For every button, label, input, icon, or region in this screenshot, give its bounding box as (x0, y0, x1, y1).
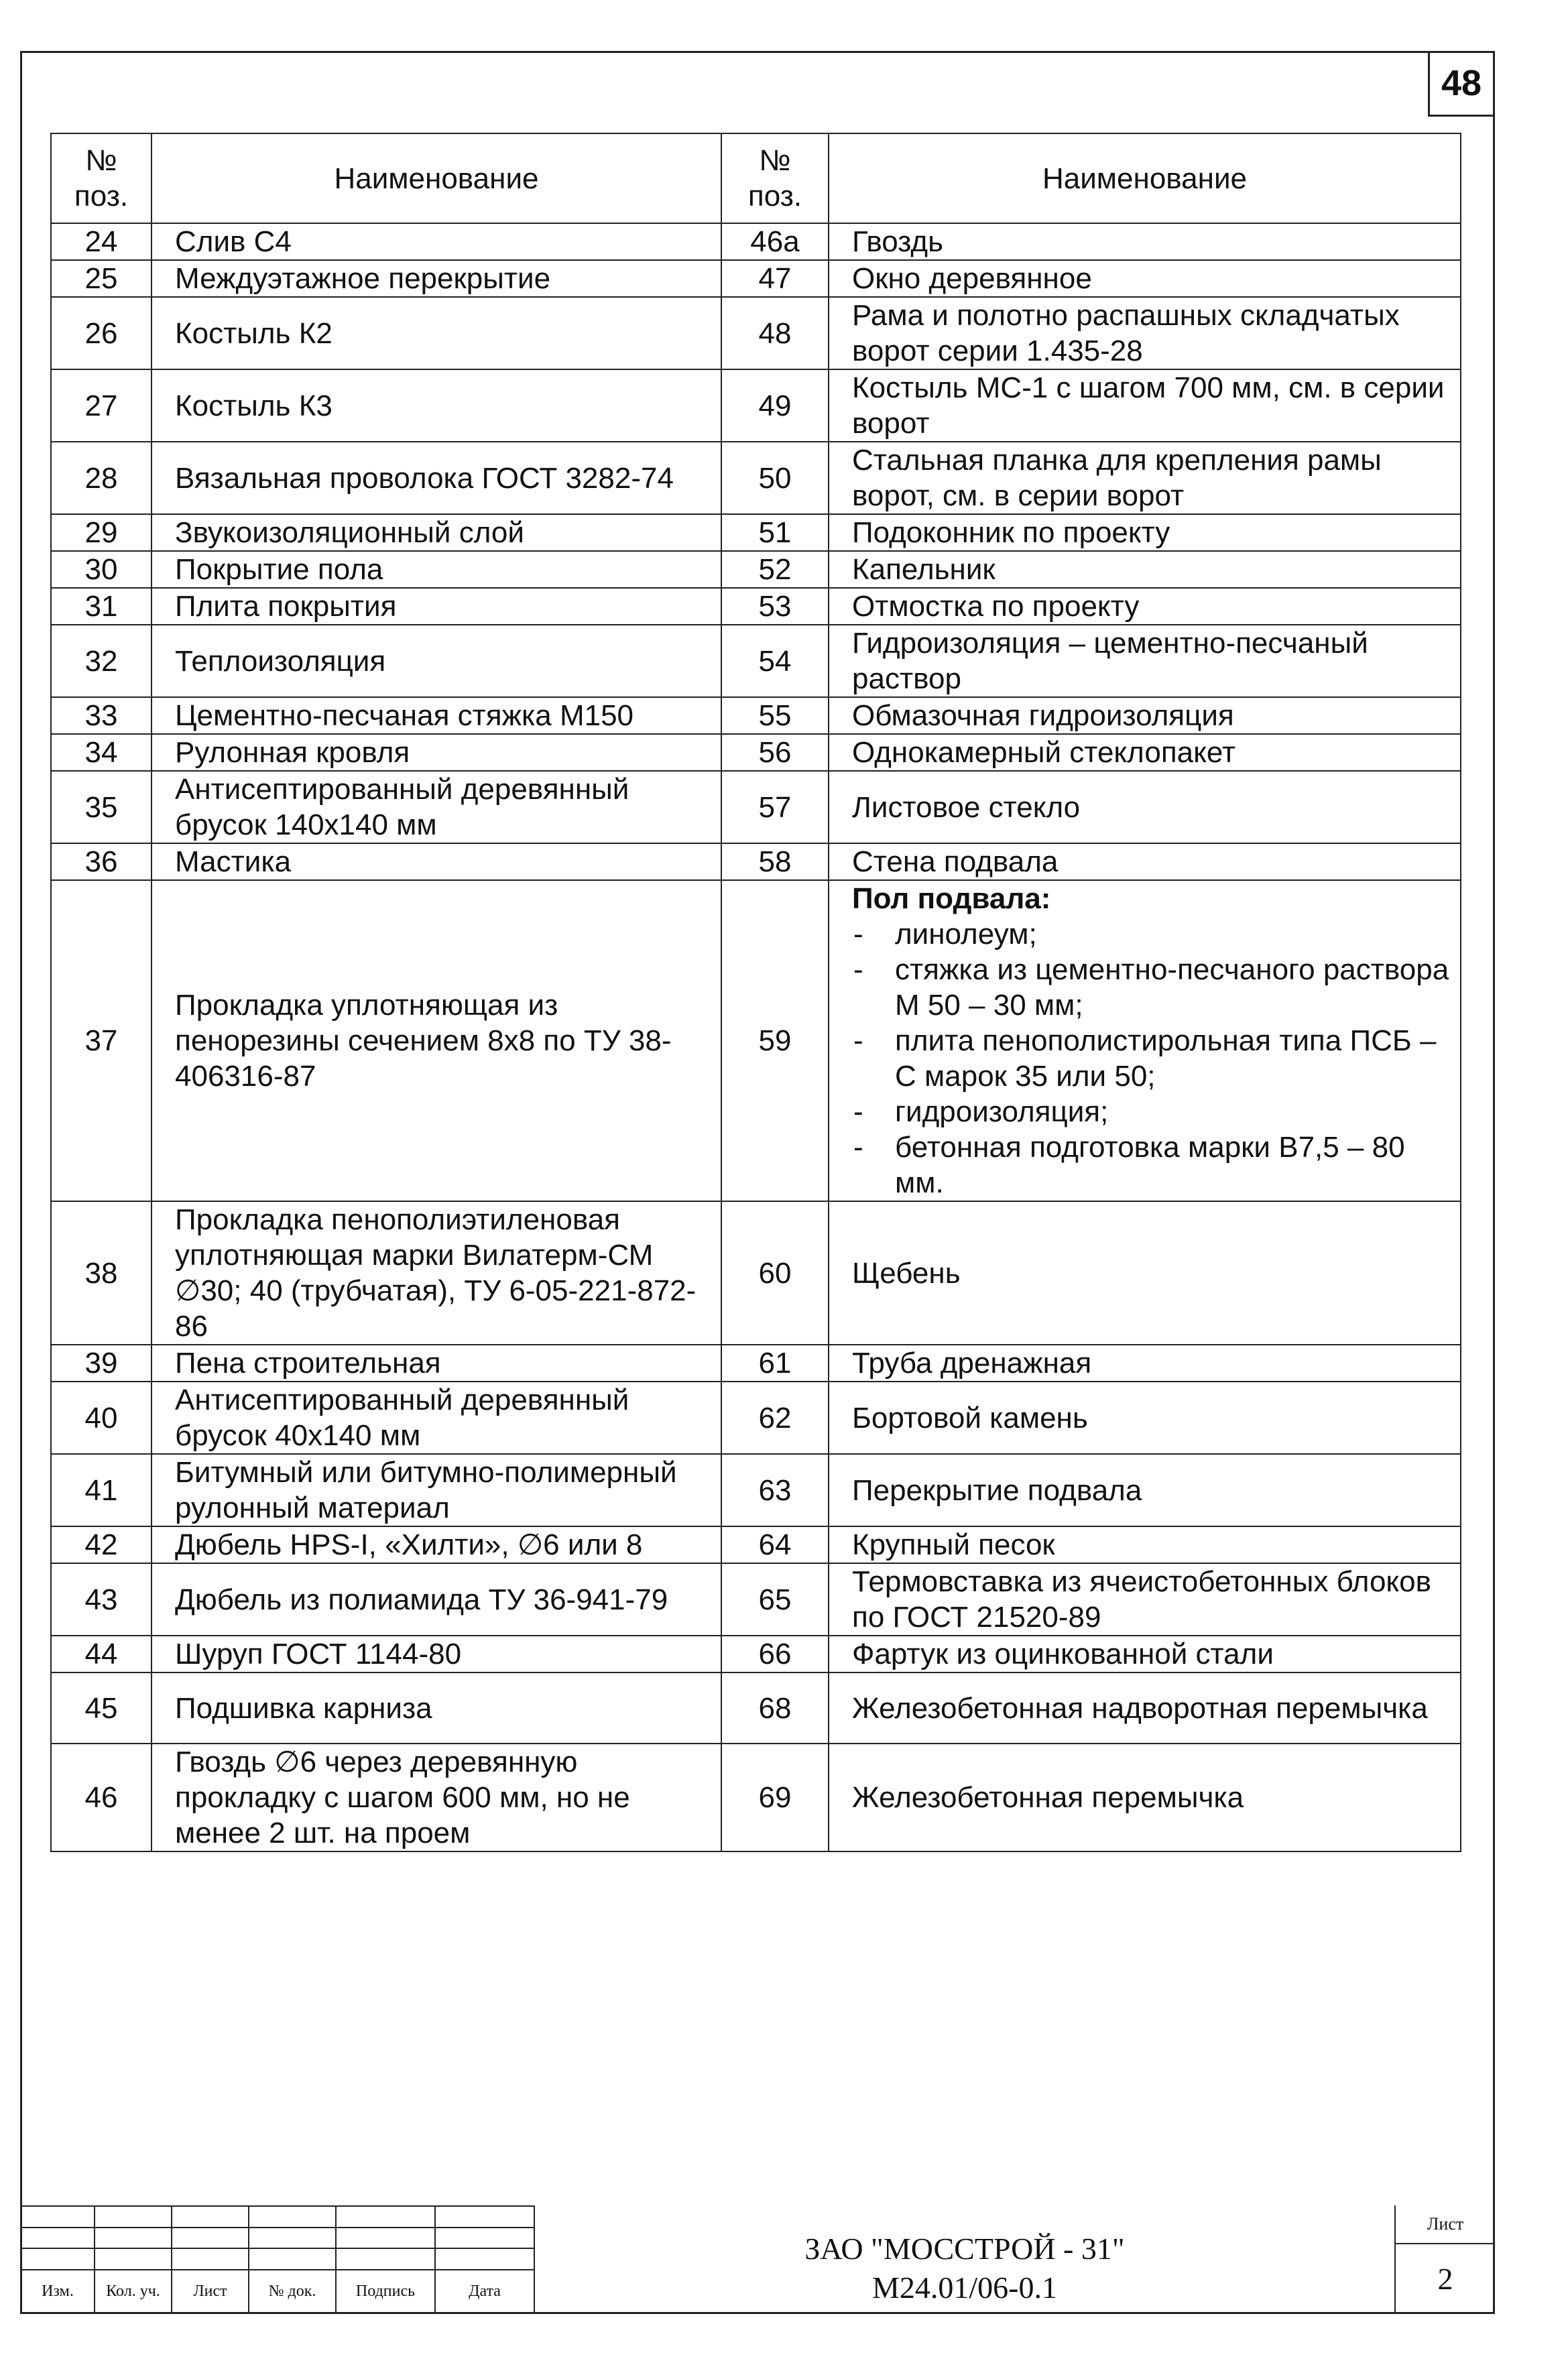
label-signature: Подпись (336, 2270, 435, 2313)
position-number: 46а (721, 223, 829, 260)
table-row (51, 843, 1461, 880)
position-number: 39 (51, 1345, 152, 1382)
item-name: Стена подвала (829, 843, 1461, 880)
label-count: Кол. уч. (95, 2270, 172, 2313)
position-number: 44 (51, 1636, 152, 1672)
organization-name: ЗАО "МОССТРОЙ - 31" (804, 2232, 1125, 2266)
table-row (51, 1526, 1461, 1563)
item-name: Прокладка уплотняющая из пенорезины сечением 8х8 по ТУ 38-406316-87 (152, 880, 721, 1201)
position-number: 54 (721, 625, 829, 697)
header-position-number: № поз. (51, 133, 152, 223)
position-number: 24 (51, 223, 152, 260)
position-number: 49 (721, 369, 829, 442)
table-row (51, 551, 1461, 588)
table-header-row (51, 133, 1461, 223)
position-number: 29 (51, 514, 152, 551)
position-number: 27 (51, 369, 152, 442)
position-number: 43 (51, 1563, 152, 1636)
position-number: 35 (51, 771, 152, 843)
item-name: Фартук из оцинкованной стали (829, 1636, 1461, 1672)
item-name: Подшивка карниза (152, 1672, 721, 1744)
item-name: Плита покрытия (152, 588, 721, 625)
item-name: Дюбель из полиамида ТУ 36-941-79 (152, 1563, 721, 1636)
item-name: Рулонная кровля (152, 734, 721, 771)
item-name: Обмазочная гидроизоляция (829, 697, 1461, 734)
position-number: 46 (51, 1744, 152, 1851)
position-number: 28 (51, 442, 152, 514)
position-number: 57 (721, 771, 829, 843)
position-number: 61 (721, 1345, 829, 1382)
header-name: Наименование (152, 133, 721, 223)
revision-grid (20, 2205, 535, 2314)
item-name: Дюбель HPS-I, «Хилти», ∅6 или 8 (152, 1526, 721, 1563)
item-name: Цементно-песчаная стяжка М150 (152, 697, 721, 734)
table-row (51, 771, 1461, 843)
sheet-label: Лист (1396, 2205, 1495, 2244)
item-name: Стальная планка для крепления рамы ворот, см. в серии ворот (829, 442, 1461, 514)
table-row (51, 1636, 1461, 1672)
item-name: Окно деревянное (829, 260, 1461, 297)
position-number: 33 (51, 697, 152, 734)
basement-floor-layers (852, 916, 1451, 1201)
basement-floor-title: Пол подвала: (852, 882, 1051, 915)
item-name: Листовое стекло (829, 771, 1461, 843)
position-number: 51 (721, 514, 829, 551)
header-name: Наименование (829, 133, 1461, 223)
position-number: 60 (721, 1201, 829, 1345)
table-body-top (51, 223, 1461, 880)
position-number: 52 (721, 551, 829, 588)
position-number: 69 (721, 1744, 829, 1851)
position-number: 32 (51, 625, 152, 697)
table-row (51, 1563, 1461, 1636)
table-body-floor (51, 880, 1461, 1201)
position-number: 66 (721, 1636, 829, 1672)
position-number: 59 (721, 880, 829, 1201)
position-number: 68 (721, 1672, 829, 1744)
table-row (51, 369, 1461, 442)
position-number: 34 (51, 734, 152, 771)
label-sheet: Лист (172, 2270, 249, 2313)
item-name: Подоконник по проекту (829, 514, 1461, 551)
position-number: 50 (721, 442, 829, 514)
table-row (51, 1382, 1461, 1454)
item-name: Железобетонная надворотная перемычка (829, 1672, 1461, 1744)
item-name: Антисептированный деревянный брусок 140х140 мм (152, 771, 721, 843)
position-number: 42 (51, 1526, 152, 1563)
item-name: Костыль МС-1 с шагом 700 мм, см. в серии ворот (829, 369, 1461, 442)
position-number: 36 (51, 843, 152, 880)
position-number: 38 (51, 1201, 152, 1345)
table-row (51, 1454, 1461, 1526)
header-position-number: № поз. (721, 133, 829, 223)
item-name: Битумный или битумно-полимерный рулонный материал (152, 1454, 721, 1526)
table-body-bottom (51, 1201, 1461, 1851)
item-name: Рама и полотно распашных складчатых ворот серии 1.435-28 (829, 297, 1461, 369)
item-name: Однокамерный стеклопакет (829, 734, 1461, 771)
table-row (51, 1744, 1461, 1851)
document-code: М24.01/06-0.1 (872, 2270, 1057, 2305)
position-number: 48 (721, 297, 829, 369)
page-number: 48 (1428, 51, 1495, 117)
specification-table (50, 133, 1461, 1852)
position-number: 25 (51, 260, 152, 297)
item-name: Междуэтажное перекрытие (152, 260, 721, 297)
item-name: Шуруп ГОСТ 1144-80 (152, 1636, 721, 1672)
item-name: Перекрытие подвала (829, 1454, 1461, 1526)
floor-layer-item: - гидроизоляция; (852, 1094, 1451, 1130)
label-doc-number: № док. (249, 2270, 336, 2313)
item-name: Слив С4 (152, 223, 721, 260)
floor-layer-item: - бетонная подготовка марки В7,5 – 80 мм. (852, 1130, 1451, 1201)
organization-block (534, 2205, 1394, 2314)
item-name: Мастика (152, 843, 721, 880)
table-row (51, 734, 1461, 771)
position-number: 45 (51, 1672, 152, 1744)
title-block (20, 2205, 1495, 2314)
table-row (51, 697, 1461, 734)
position-number: 30 (51, 551, 152, 588)
table-row (51, 297, 1461, 369)
item-name: Отмостка по проекту (829, 588, 1461, 625)
position-number: 62 (721, 1382, 829, 1454)
item-name: Вязальная проволока ГОСТ 3282-74 (152, 442, 721, 514)
position-number: 56 (721, 734, 829, 771)
table-row (51, 880, 1461, 1201)
table-row (51, 442, 1461, 514)
item-name: Пена строительная (152, 1345, 721, 1382)
item-name: Антисептированный деревянный брусок 40х140 мм (152, 1382, 721, 1454)
item-name: Теплоизоляция (152, 625, 721, 697)
position-number: 31 (51, 588, 152, 625)
item-name: Гвоздь (829, 223, 1461, 260)
table-row (51, 1201, 1461, 1345)
item-name: Звукоизоляционный слой (152, 514, 721, 551)
position-number: 64 (721, 1526, 829, 1563)
position-number: 47 (721, 260, 829, 297)
position-number: 63 (721, 1454, 829, 1526)
item-name: Железобетонная перемычка (829, 1744, 1461, 1851)
item-name: Термовставка из ячеистобетонных блоков по ГОСТ 21520-89 (829, 1563, 1461, 1636)
label-change: Изм. (21, 2270, 95, 2313)
table-row (51, 514, 1461, 551)
table-row (51, 625, 1461, 697)
item-name: Щебень (829, 1201, 1461, 1345)
table-row (51, 223, 1461, 260)
basement-floor-composition (829, 880, 1461, 1201)
floor-layer-item: - плита пенополистирольная типа ПСБ – С марок 35 или 50; (852, 1023, 1451, 1094)
item-name: Покрытие пола (152, 551, 721, 588)
table-row (51, 260, 1461, 297)
position-number: 41 (51, 1454, 152, 1526)
table-row (51, 1345, 1461, 1382)
label-date: Дата (435, 2270, 534, 2313)
position-number: 40 (51, 1382, 152, 1454)
item-name: Гвоздь ∅6 через деревянную прокладку с шагом 600 мм, но не менее 2 шт. на проем (152, 1744, 721, 1851)
position-number: 58 (721, 843, 829, 880)
item-name: Прокладка пенополиэтиленовая уплотняющая марки Вилатерм-СМ ∅30; 40 (трубчатая), ТУ 6-05-221-872-86 (152, 1201, 721, 1345)
sheet-value: 2 (1437, 2262, 1453, 2296)
item-name: Костыль К2 (152, 297, 721, 369)
position-number: 26 (51, 297, 152, 369)
sheet-number-box (1394, 2205, 1495, 2314)
table-row (51, 588, 1461, 625)
item-name: Капельник (829, 551, 1461, 588)
item-name: Крупный песок (829, 1526, 1461, 1563)
item-name: Труба дренажная (829, 1345, 1461, 1382)
position-number: 53 (721, 588, 829, 625)
item-name: Гидроизоляция – цементно-песчаный раствор (829, 625, 1461, 697)
position-number: 37 (51, 880, 152, 1201)
item-name: Бортовой камень (829, 1382, 1461, 1454)
position-number: 65 (721, 1563, 829, 1636)
item-name: Костыль К3 (152, 369, 721, 442)
position-number: 55 (721, 697, 829, 734)
floor-layer-item: - стяжка из цементно-песчаного раствора М 50 – 30 мм; (852, 952, 1451, 1023)
table-row (51, 1672, 1461, 1744)
floor-layer-item: - линолеум; (852, 916, 1451, 952)
